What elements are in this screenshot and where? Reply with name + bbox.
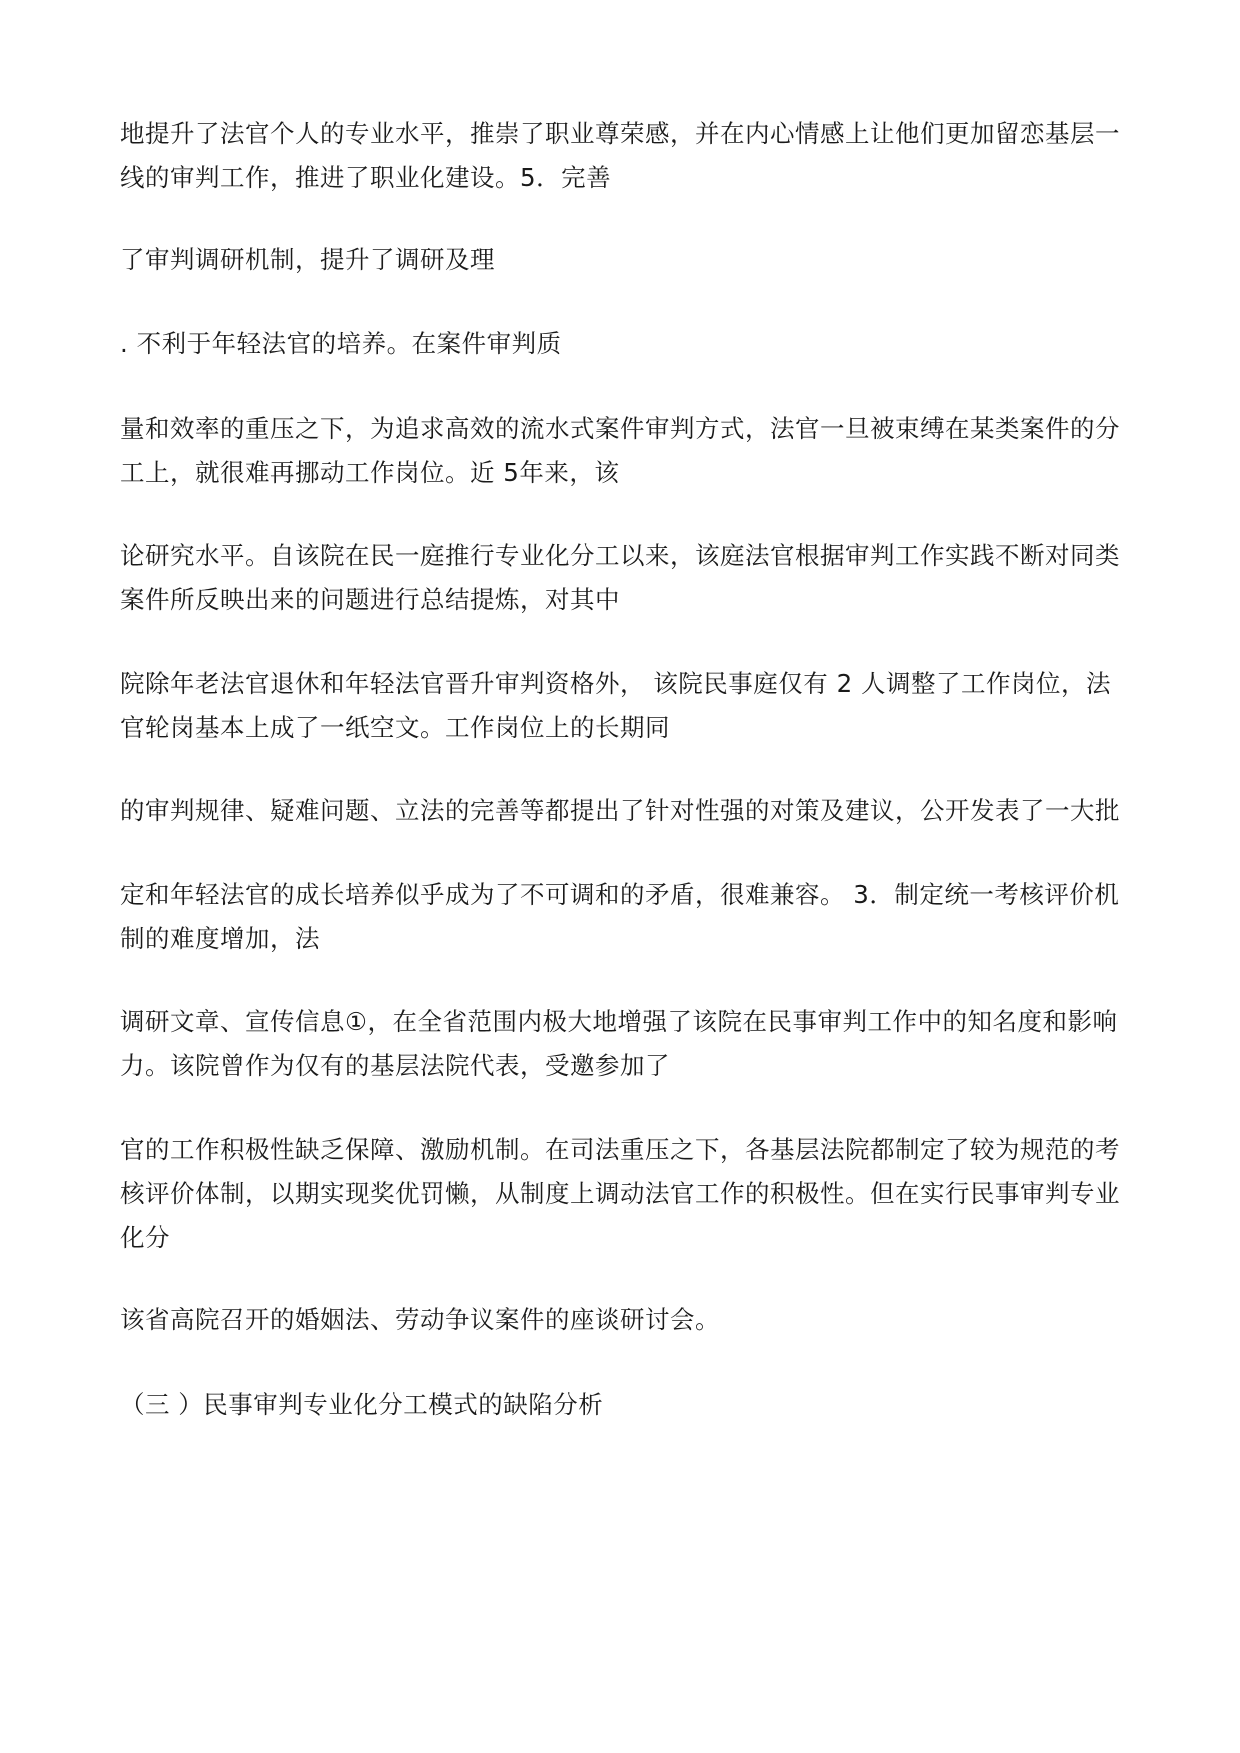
- paragraph-7: [120, 789, 1120, 833]
- text-line: 了审判调研机制，提升了调研及理: [120, 245, 495, 274]
- text-line: 该省高院召开的婚姻法、劳动争议案件的座谈研讨会。: [120, 1305, 720, 1334]
- paragraph-10: [120, 1128, 1120, 1260]
- paragraph-4: [120, 407, 1120, 495]
- paragraph-6: [120, 662, 1120, 750]
- text-line: 的审判规律、疑难问题、立法的完善等都提出了针对性强的对策及建议，公开发表了一大批: [120, 796, 1120, 825]
- text-line: 官轮岗基本上成了一纸空文。工作岗位上的长期同: [120, 713, 670, 742]
- text-line: 地提升了法官个人的专业水平，推崇了职业尊荣感，并在内心情感上让他们更加留恋基层一: [120, 119, 1120, 148]
- paragraph-1: [120, 112, 1120, 200]
- text-line: 定和年轻法官的成长培养似乎成为了不可调和的矛盾，很难兼容。 3．制定统一考核评价机: [120, 880, 1120, 909]
- text-line: 力。该院曾作为仅有的基层法院代表，受邀参加了: [120, 1051, 670, 1080]
- text-line: 核评价体制，以期实现奖优罚懒，从制度上调动法官工作的积极性。但在实行民事审判专业: [120, 1179, 1120, 1208]
- paragraph-11: [120, 1298, 1120, 1342]
- paragraph-3: [120, 322, 1120, 366]
- text-line: 工上，就很难再挪动工作岗位。近 5年来，该: [120, 458, 620, 487]
- text-line: 量和效率的重压之下，为追求高效的流水式案件审判方式，法官一旦被束缚在某类案件的分: [120, 414, 1120, 443]
- text-line: 案件所反映出来的问题进行总结提炼，对其中: [120, 585, 620, 614]
- text-line: 线的审判工作，推进了职业化建设。5．完善: [120, 163, 612, 192]
- paragraph-2: [120, 238, 1120, 282]
- paragraph-9: [120, 1000, 1120, 1088]
- paragraph-8: [120, 873, 1120, 961]
- text-line: 论研究水平。自该院在民一庭推行专业化分工以来，该庭法官根据审判工作实践不断对同类: [120, 541, 1120, 570]
- paragraph-5: [120, 534, 1120, 622]
- text-line: 制的难度增加，法: [120, 924, 320, 953]
- text-line: 调研文章、宣传信息①，在全省范围内极大地增强了该院在民事审判工作中的知名度和影响: [120, 1007, 1118, 1036]
- text-line: 化分: [120, 1223, 170, 1252]
- text-line: . 不利于年轻法官的培养。在案件审判质: [120, 329, 562, 358]
- text-line: （三 ）民事审判专业化分工模式的缺陷分析: [120, 1390, 604, 1419]
- section-heading: [120, 1383, 1120, 1427]
- text-line: 官的工作积极性缺乏保障、激励机制。在司法重压之下，各基层法院都制定了较为规范的考: [120, 1135, 1120, 1164]
- text-line: 院除年老法官退休和年轻法官晋升审判资格外， 该院民事庭仅有 2 人调整了工作岗位，法: [120, 669, 1111, 698]
